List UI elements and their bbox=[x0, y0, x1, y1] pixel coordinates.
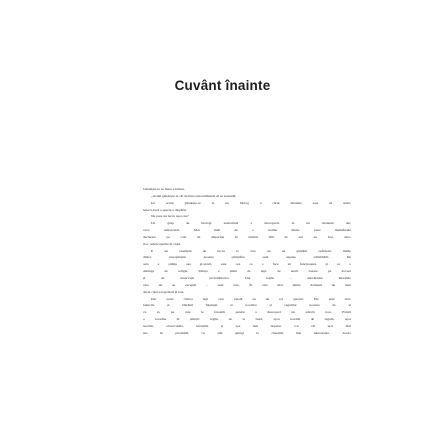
text-line: o ierarhie în știință: legile de la bază, apoi teoriile de regulă, apoi bbox=[143, 317, 351, 322]
text-line: decât câteva legi mari și late. bbox=[143, 289, 185, 294]
text-line: asta e știința așa grozavă, este cea ce o face să funcționeze și ce o bbox=[143, 262, 351, 267]
text-line: „Acum gândește-te cât de bine știu animalele să se ascundă. bbox=[151, 193, 237, 198]
text-line: și de observații probabilistice. Dar legile – adevărurile imuabile bbox=[143, 275, 351, 280]
text-line: Nu pare un lucru ușor, nu? bbox=[151, 214, 189, 219]
text-line: Un grup de biologi australieni a descoperit, la un moment dat, bbox=[151, 221, 351, 226]
text-line: care nu au excepții – sunt rare. În cele mai multe domenii nu sunt bbox=[143, 282, 351, 287]
body-text bbox=[143, 186, 351, 337]
text-line: bunicile și bătrânii înțelepți ai teoriilor și regulilor noastre de zi bbox=[143, 303, 351, 308]
text-line: Dar acele câteva legi care există au un rol special. Ele sunt stră- bbox=[151, 296, 351, 301]
chapter-title: Cuvânt înainte bbox=[174, 78, 271, 93]
text-line: E un exemplu de lucru la care nu ne gândim suficient: multe bbox=[151, 248, 351, 253]
text-line: sus în piramidă, cu atât ajungi la chestiile mai interesante. Acolo bbox=[143, 330, 351, 335]
text-line: ceva remarcabil. Mai mult de o treime dintre toate mamiferele bbox=[143, 228, 351, 233]
text-line: rior, redescoperite în viață. bbox=[143, 241, 181, 246]
text-line: distinge de religie. Știința e plină de legi, de teorii bazate pe dovezi bbox=[143, 269, 351, 274]
text-line: Gândește-te ce mare e lumea. bbox=[143, 187, 185, 191]
text-line: dintre cunoștințele noastre științifice sunt supuse schimbării. De bbox=[143, 255, 351, 260]
text-line: lească dacă o specie a dispărut. bbox=[143, 207, 188, 212]
text-line: declarate pe cale de dispariție în ultimii 500 de ani au fost, ulte- bbox=[143, 234, 351, 239]
text-line: Iar acum gândește-te la un biolog a cărui misiune este să stabi- bbox=[151, 200, 351, 205]
text-line: teoriile, observațiile, intuițiile și așa mai departe. Cu cât urci mai bbox=[143, 323, 351, 328]
text-line: cu zi, pe care le folosim pentru a descoperi un adevăr nou. Există bbox=[143, 310, 351, 315]
